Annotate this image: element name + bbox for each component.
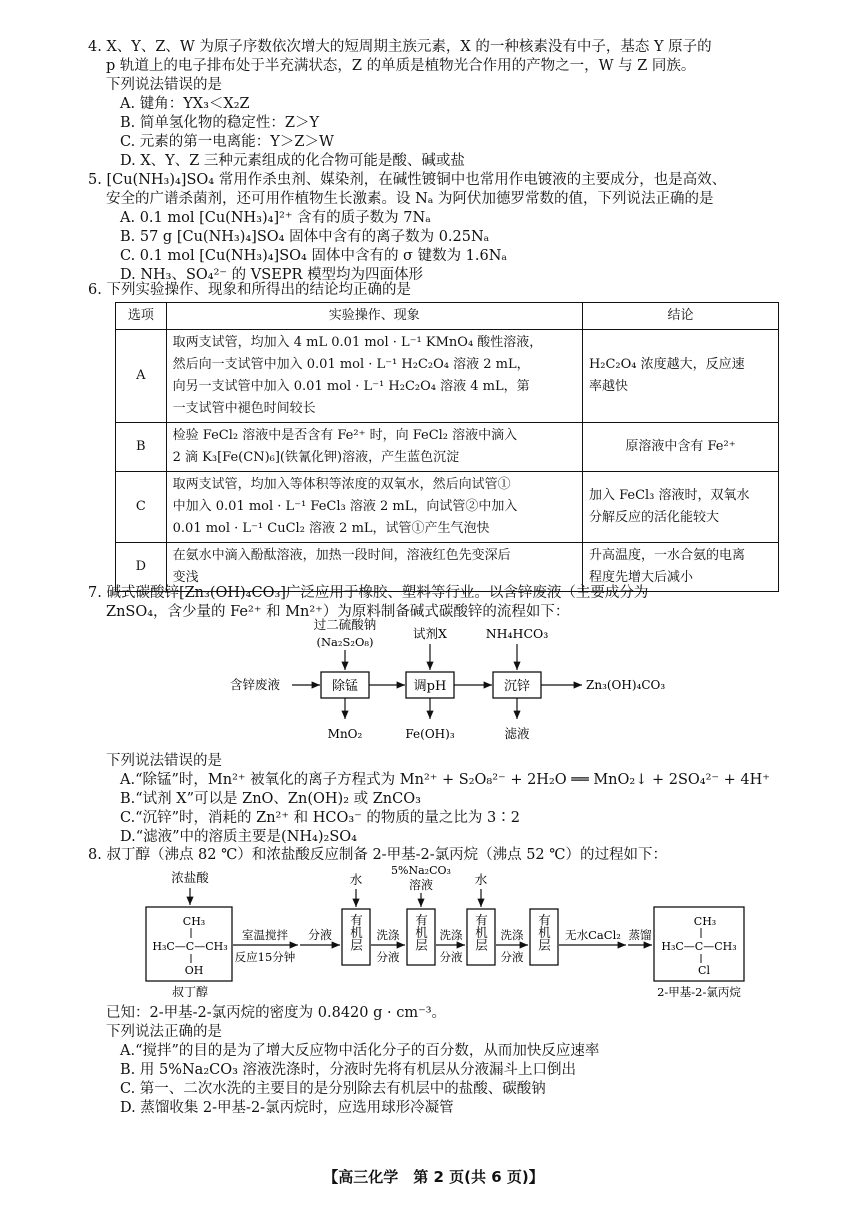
flow8-reactant-skeleton: H₃C—C—CH₃: [152, 940, 228, 953]
flow8-organic-1: 有机层: [348, 913, 364, 951]
q5-stem-line-1: 5. [Cu(NH₃)₄]SO₄ 常用作杀虫剂、媒染剂，在碱性镀铜中也常用作电镀液的主要成分，也是高效、: [88, 172, 727, 188]
flow8-product-ch3-top: CH₃: [693, 915, 717, 928]
row-a-con-line-1: H₂C₂O₄ 浓度越大，反应速: [588, 357, 745, 372]
q5-option-d: D. NH₃、SO₄²⁻ 的 VSEPR 模型均为四面体形: [120, 267, 424, 283]
flow-out3-label: 滤液: [504, 726, 530, 741]
experiment-table: [115, 302, 779, 592]
row-b-op-line-1: 检验 FeCl₂ 溶液中是否含有 Fe²⁺ 时，向 FeCl₂ 溶液中滴入: [172, 428, 518, 443]
row-b-option: B: [116, 423, 167, 472]
q4-option-b: B. 简单氢化物的稳定性：Z＞Y: [120, 115, 320, 131]
row-c-op-line-3: 0.01 mol · L⁻¹ CuCl₂ 溶液 2 mL，试管①产生气泡快: [172, 521, 490, 536]
q5-option-c: C. 0.1 mol [Cu(NH₃)₄]SO₄ 固体中含有的 σ 键数为 1.6Nₐ: [120, 248, 508, 264]
q6-stem: 6. 下列实验操作、现象和所得出的结论均正确的是: [88, 282, 411, 298]
row-a-op-line-2: 然后向一支试管中加入 0.01 mol · L⁻¹ H₂C₂O₄ 溶液 2 mL，: [172, 357, 530, 372]
flow8-wash-3: 洗涤: [500, 928, 524, 942]
q7-stem-line-1: 7. 碱式碳酸锌[Zn₃(OH)₄CO₃]广泛应用于橡胶、塑料等行业。以含锌废液（主要成分为: [88, 585, 649, 601]
flow8-reagent-hcl: 浓盐酸: [171, 870, 209, 885]
q8-option-c: C. 第一、二次水洗的主要目的是分别除去有机层中的盐酸、碳酸钠: [120, 1081, 546, 1097]
q7-stem-line-2: ZnSO₄，含少量的 Fe²⁺ 和 Mn²⁺）为原料制备碱式碳酸锌的流程如下：: [106, 604, 570, 620]
row-c-conclusion: [582, 472, 778, 543]
table-row: [116, 472, 779, 543]
flow-box-remove-mn-label: 除锰: [331, 679, 359, 694]
q4-stem-line-2: p 轨道上的电子排布处于半充满状态，Z 的单质是植物光合作用的产物之一，W 与 Z 同族。: [106, 58, 696, 74]
question-5: [88, 171, 818, 285]
q5-stem-line-2: 安全的广谱杀菌剂，还可用作植物生长激素。设 Nₐ 为阿伏加德罗常数的值，下列说法正确的是: [106, 191, 714, 207]
flow8-separate-4: 分液: [500, 950, 524, 964]
flow8-wash-1: 洗涤: [376, 928, 400, 942]
flow8-separate-1: 分液: [307, 928, 333, 942]
table-header-operation: 实验操作、现象: [166, 303, 582, 330]
row-d-con-line-1: 升高温度，一水合氨的电离: [588, 548, 745, 563]
q7-stem-line-3: 下列说法错误的是: [106, 753, 222, 769]
row-a-op-line-4: 一支试管中褪色时间较长: [172, 401, 316, 416]
q7-option-c: C.“沉锌”时，消耗的 Zn²⁺ 和 HCO₃⁻ 的物质的量之比为 3∶2: [120, 810, 520, 826]
q5-option-a: A. 0.1 mol [Cu(NH₃)₄]²⁺ 含有的质子数为 7Nₐ: [120, 210, 431, 226]
flow8-reactant-name: 叔丁醇: [171, 985, 209, 999]
row-a-operation: [166, 330, 582, 423]
flow8-distill: 蒸馏: [628, 928, 652, 942]
page-footer: 【高三化学 第 2 页(共 6 页)】: [323, 1168, 544, 1186]
flow-product-label: Zn₃(OH)₄CO₃: [586, 678, 666, 692]
q4-option-c: C. 元素的第一电离能：Y＞Z＞W: [120, 134, 334, 150]
flow-box-precipitate-zn-label: 沉锌: [503, 679, 531, 694]
q8-option-b: B. 用 5%Na₂CO₃ 溶液洗涤时，分液时先将有机层从分液漏斗上口倒出: [120, 1062, 577, 1078]
flow-reagent1-name: 过二硫酸钠: [313, 617, 377, 632]
q4-stem-line-1: 4. X、Y、Z、W 为原子序数依次增大的短周期主族元素，X 的一种核素没有中子，基态 Y 原子的: [88, 39, 712, 55]
table-header-row: [116, 303, 779, 330]
row-c-op-line-1: 取两支试管，均加入等体积等浓度的双氧水，然后向试管①: [172, 477, 511, 492]
row-c-con-line-1: 加入 FeCl₃ 溶液时，双氧水: [588, 488, 750, 503]
row-d-op-line-2: 变浅: [172, 570, 199, 585]
flow8-naco-formula: 5%Na₂CO₃: [391, 864, 451, 877]
q5-option-b: B. 57 g [Cu(NH₃)₄]SO₄ 固体中含有的离子数为 0.25Nₐ: [120, 229, 490, 245]
flow-out1-label: MnO₂: [327, 727, 363, 741]
question-8-options: [88, 1004, 818, 1118]
row-b-con-line-1: 原溶液中含有 Fe²⁺: [625, 439, 736, 454]
q4-stem-line-3: 下列说法错误的是: [106, 77, 222, 93]
q7-option-a: A.“除锰”时，Mn²⁺ 被氧化的离子方程式为 Mn²⁺ + S₂O₈²⁻ + 2H₂O ══ MnO₂↓ + 2SO₄²⁻ + 4H⁺: [120, 772, 770, 788]
q8-stem-line-1: 8. 叔丁醇（沸点 82 ℃）和浓盐酸反应制备 2-甲基-2-氯丙烷（沸点 52 ℃）的过程如下：: [88, 847, 667, 863]
row-a-op-line-3: 向另一支试管中加入 0.01 mol · L⁻¹ H₂C₂O₄ 溶液 4 mL，第: [172, 379, 530, 394]
question-4: [88, 38, 818, 171]
row-a-con-line-2: 率越快: [588, 379, 628, 394]
q7-option-d: D.“滤液”中的溶质主要是(NH₄)₂SO₄: [120, 829, 357, 845]
table-header-option: 选项: [116, 303, 167, 330]
q7-option-b: B.“试剂 X”可以是 ZnO、Zn(OH)₂ 或 ZnCO₃: [120, 791, 421, 807]
row-b-op-line-2: 2 滴 K₃[Fe(CN)₆](铁氰化钾)溶液，产生蓝色沉淀: [172, 450, 460, 465]
row-b-operation: [166, 423, 582, 472]
flow8-product-skeleton: H₃C—C—CH₃: [661, 940, 737, 953]
flow8-reactant-ch3-top: CH₃: [182, 915, 206, 928]
row-d-op-line-1: 在氨水中滴入酚酞溶液，加热一段时间，溶液红色先变深后: [172, 548, 511, 563]
flow-reagent3: NH₄HCO₃: [485, 626, 549, 641]
flow8-organic-2: 有机层: [413, 913, 429, 951]
flow8-product-name: 2-甲基-2-氯丙烷: [657, 985, 741, 999]
q8-option-a: A.“搅拌”的目的是为了增大反应物中活化分子的百分数，从而加快反应速率: [120, 1043, 600, 1059]
table-header-conclusion: 结论: [582, 303, 778, 330]
q8-stem-line-3: 下列说法正确的是: [106, 1024, 222, 1040]
table-row: [116, 423, 779, 472]
flow8-organic-4: 有机层: [536, 913, 552, 951]
flow8-product-cl: Cl: [698, 964, 710, 977]
row-c-con-line-2: 分解反应的活化能较大: [588, 510, 719, 525]
flow8-water-2: 水: [474, 872, 488, 887]
row-a-conclusion: [582, 330, 778, 423]
row-a-op-line-1: 取两支试管，均加入 4 mL 0.01 mol · L⁻¹ KMnO₄ 酸性溶液，: [172, 335, 543, 350]
row-c-operation: [166, 472, 582, 543]
row-c-op-line-2: 中加入 0.01 mol · L⁻¹ FeCl₃ 溶液 2 mL，向试管②中加入: [172, 499, 518, 514]
flow-box-adjust-ph-label: 调pH: [413, 679, 447, 694]
flow-reagent1-formula: (Na₂S₂O₈): [316, 635, 374, 649]
flow8-separate-2: 分液: [376, 950, 400, 964]
q4-option-a: A. 键角：YX₃＜X₂Z: [120, 96, 250, 112]
flow8-reactant-oh: OH: [184, 964, 204, 977]
row-b-conclusion: [582, 423, 778, 472]
question-6: [88, 281, 818, 300]
flow-out2-label: Fe(OH)₃: [405, 727, 455, 741]
row-c-option: C: [116, 472, 167, 543]
table-row: [116, 330, 779, 423]
flow-input-label: 含锌废液: [230, 677, 281, 692]
row-d-option: D: [116, 543, 167, 592]
flow8-drying-agent: 无水CaCl₂: [565, 928, 621, 942]
flow8-wash-2: 洗涤: [439, 928, 463, 942]
zinc-process-flowchart: [200, 616, 720, 746]
row-a-option: A: [116, 330, 167, 423]
q8-option-d: D. 蒸馏收集 2-甲基-2-氯丙烷时，应选用球形冷凝管: [120, 1100, 454, 1116]
flow8-step1-time: 反应15分钟: [234, 950, 296, 964]
question-7-options: [88, 752, 818, 847]
q8-known: 已知：2-甲基-2-氯丙烷的密度为 0.8420 g · cm⁻³。: [106, 1005, 447, 1021]
chloropropane-process-flowchart: [140, 862, 790, 1000]
row-d-con-line-2: 程度先增大后减小: [588, 570, 693, 585]
flow-reagent2: 试剂X: [413, 626, 447, 641]
flow8-step1-stir: 室温搅拌: [242, 928, 288, 942]
q4-option-d: D. X、Y、Z 三种元素组成的化合物可能是酸、碱或盐: [120, 153, 465, 169]
flow8-water-1: 水: [349, 872, 363, 887]
flow8-separate-3: 分液: [439, 950, 463, 964]
flow8-naco-solution: 溶液: [408, 878, 434, 892]
flow8-organic-3: 有机层: [473, 913, 489, 951]
